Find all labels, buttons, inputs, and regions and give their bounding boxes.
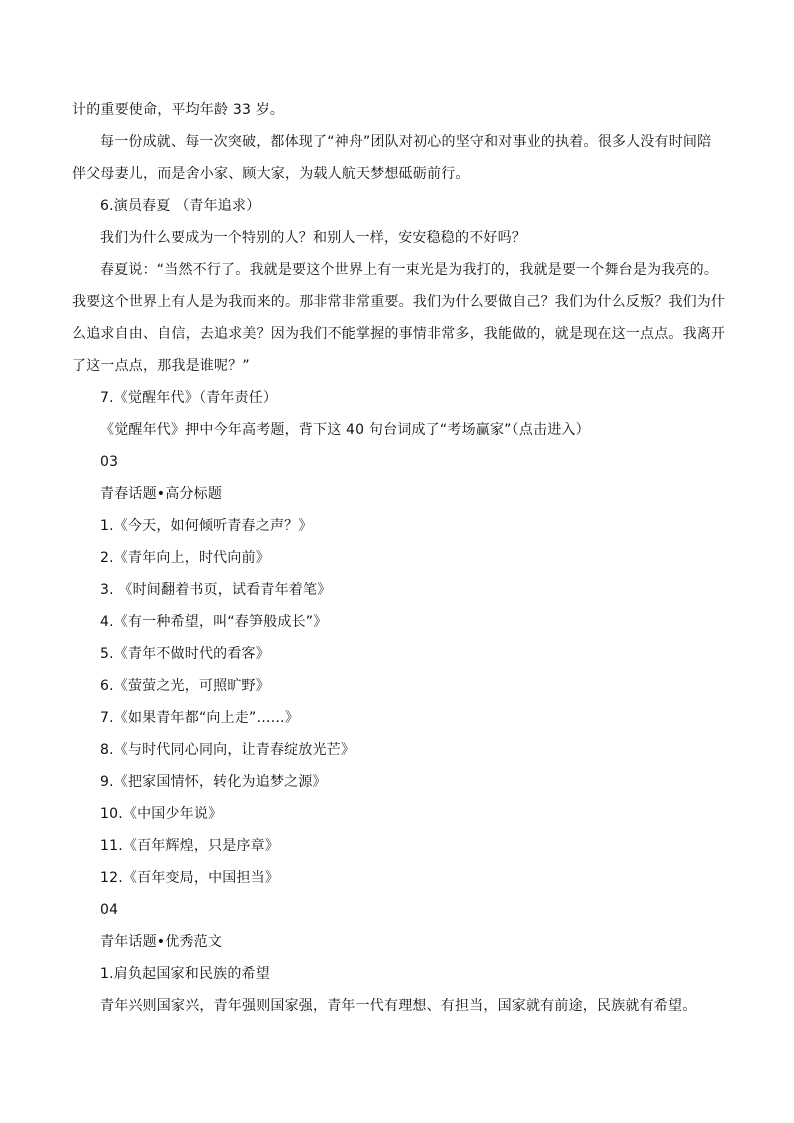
list-item: 9.《把家国情怀，转化为追梦之源》 [100,774,327,790]
paragraph-line: 春夏说：“当然不行了。我就是要这个世界上有一束光是为我打的，我就是要一个舞台是为我亮的。 [100,262,719,278]
section-title: 青春话题•高分标题 [100,486,223,502]
paragraph-line: 计的重要使命，平均年龄 33 岁。 [72,102,285,118]
section-title: 青年话题•优秀范文 [100,934,223,950]
paragraph-line: 伴父母妻儿，而是舍小家、顾大家，为载人航天梦想砥砺前行。 [72,166,470,182]
list-item: 6.《萤萤之光，可照旷野》 [100,678,270,694]
paragraph-line: 么追求自由、自信，去追求美？因为我们不能掌握的事情非常多，我能做的，就是现在这一点点。我离开 [72,326,726,342]
list-item: 12.《百年变局，中国担当》 [100,870,280,886]
list-item: 11.《百年辉煌，只是序章》 [100,838,280,854]
list-item: 5.《青年不做时代的看客》 [100,646,270,662]
list-item: 1.《今天，如何倾听青春之声？》 [100,518,313,534]
section-heading: 7.《觉醒年代》（青年责任） [100,390,278,406]
paragraph-line: 每一份成就、每一次突破，都体现了“神舟”团队对初心的坚守和对事业的执着。很多人没有时间陪 [100,134,712,150]
list-item: 10.《中国少年说》 [100,806,223,822]
paragraph-line: 《觉醒年代》押中今年高考题，背下这 40 句台词成了“考场赢家”（点击进入） [100,422,590,438]
section-number: 03 [100,454,119,470]
list-item: 8.《与时代同心同向，让青春绽放光芒》 [100,742,356,758]
essay-title: 1.肩负起国家和民族的希望 [100,966,270,982]
list-item: 7.《如果青年都“向上走”……》 [100,710,300,726]
paragraph-line: 我要这个世界上有人是为我而来的。那非常非常重要。我们为什么要做自己？我们为什么反叛？我们为什 [72,294,726,310]
paragraph-line: 青年兴则国家兴，青年强则国家强，青年一代有理想、有担当，国家就有前途，民族就有希望。 [100,998,697,1014]
section-number: 04 [100,902,119,918]
list-item: 2.《青年向上，时代向前》 [100,550,270,566]
section-heading: 6.演员春夏 （青年追求） [100,198,261,214]
paragraph-line: 我们为什么要成为一个特别的人？和别人一样，安安稳稳的不好吗？ [100,230,526,246]
paragraph-line: 了这一点点，那我是谁呢？” [72,358,250,374]
list-item: 3. 《时间翻着书页，试看青年着笔》 [100,582,332,598]
list-item: 4.《有一种希望，叫“春笋般成长”》 [100,614,328,630]
